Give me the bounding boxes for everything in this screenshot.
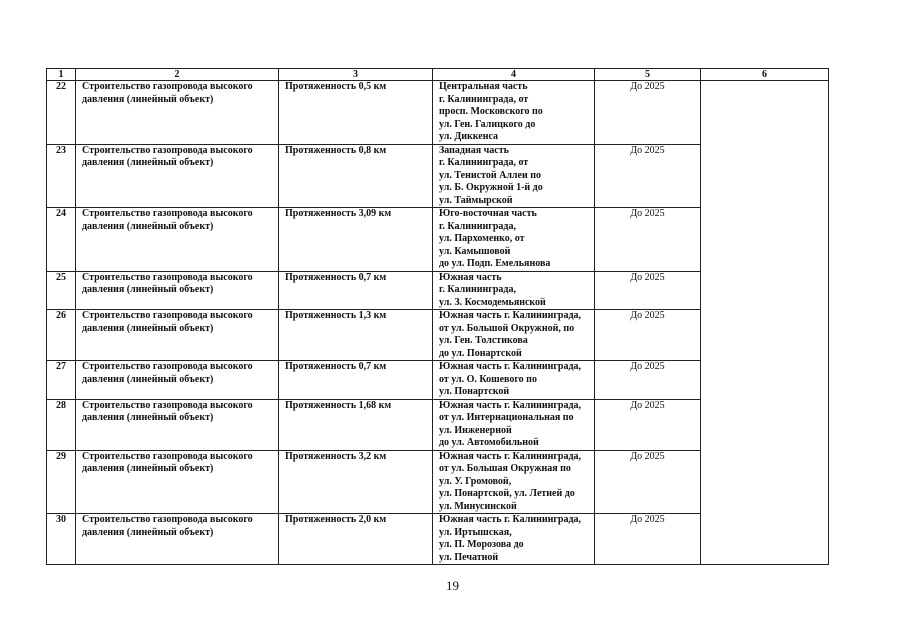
parameters-line: Протяженность 0,5 км: [285, 81, 387, 92]
table-row: [47, 450, 829, 514]
location-line: ул. Б. Окружной 1-й до: [439, 182, 543, 193]
row-number-cell: 22: [47, 81, 76, 145]
table-row: [47, 271, 829, 310]
location-line: ул. Минусинской: [439, 500, 517, 512]
object-name-cell: [76, 81, 279, 145]
note-cell: [701, 361, 829, 400]
deadline-cell: До 2025: [595, 271, 701, 310]
location-line: от ул. Большой Окружной, по: [439, 322, 575, 334]
location-line: г. Калининграда,: [439, 284, 516, 295]
location-line: ул. Ген. Толстикова: [439, 335, 528, 346]
parameters-cell: [279, 361, 433, 400]
object-name-line: давления (линейный объект): [82, 412, 214, 423]
location-line: ул. Камышовой: [439, 245, 511, 257]
table-row: [47, 208, 829, 272]
note-cell: [701, 271, 829, 310]
location-line: Южная часть г. Калининграда,: [439, 514, 582, 525]
parameters-cell: [279, 208, 433, 272]
location-line: Западная часть: [439, 144, 509, 156]
table-row: [47, 144, 829, 208]
location-line: ул. Инженерной: [439, 424, 512, 436]
location-cell: [433, 310, 595, 361]
object-name-line: Строительство газопровода высокого: [82, 399, 253, 411]
location-line: Юго-восточная часть: [439, 208, 537, 219]
deadline-cell: До 2025: [595, 450, 701, 514]
deadline-cell: До 2025: [595, 144, 701, 208]
parameters-line: Протяженность 0,8 км: [285, 144, 387, 156]
column-header-6: 6: [701, 69, 829, 81]
object-name-line: давления (линейный объект): [82, 526, 214, 538]
deadline-cell: До 2025: [595, 81, 701, 145]
location-line: ул. Таймырской: [439, 194, 513, 206]
object-name-cell: [76, 208, 279, 272]
object-name-line: Строительство газопровода высокого: [82, 208, 253, 219]
location-line: ул. Пархоменко, от: [439, 233, 525, 244]
location-line: ул. П. Морозова до: [439, 539, 524, 550]
column-number-row: [47, 69, 829, 81]
location-cell: [433, 399, 595, 450]
deadline-cell: До 2025: [595, 310, 701, 361]
parameters-cell: [279, 271, 433, 310]
object-name-line: Строительство газопровода высокого: [82, 514, 253, 525]
location-line: Южная часть г. Калининграда,: [439, 310, 582, 321]
location-line: г. Калининграда, от: [439, 157, 529, 168]
parameters-line: Протяженность 0,7 км: [285, 361, 387, 372]
location-cell: [433, 81, 595, 145]
location-line: Южная часть г. Калининграда,: [439, 399, 582, 411]
location-cell: [433, 271, 595, 310]
location-cell: [433, 361, 595, 400]
column-header-4: 4: [433, 69, 595, 81]
object-name-cell: [76, 144, 279, 208]
row-number-cell: 23: [47, 144, 76, 208]
parameters-cell: [279, 399, 433, 450]
object-name-cell: [76, 450, 279, 514]
parameters-cell: [279, 450, 433, 514]
object-name-line: Строительство газопровода высокого: [82, 361, 253, 372]
table-row: [47, 361, 829, 400]
note-cell: [701, 81, 829, 145]
row-number-cell: 24: [47, 208, 76, 272]
row-number-cell: 25: [47, 271, 76, 310]
object-name-line: давления (линейный объект): [82, 322, 214, 334]
parameters-line: Протяженность 2,0 км: [285, 514, 387, 525]
object-name-line: давления (линейный объект): [82, 220, 214, 232]
note-cell: [701, 399, 829, 450]
object-name-line: давления (линейный объект): [82, 157, 214, 168]
row-number-cell: 28: [47, 399, 76, 450]
location-line: г. Калининграда, от: [439, 93, 529, 105]
object-name-line: давления (линейный объект): [82, 463, 214, 474]
object-name-cell: [76, 310, 279, 361]
location-line: ул. Понартской, ул. Летней до: [439, 488, 575, 499]
object-name-line: давления (линейный объект): [82, 373, 214, 385]
deadline-cell: До 2025: [595, 208, 701, 272]
location-cell: [433, 514, 595, 565]
row-number-cell: 30: [47, 514, 76, 565]
parameters-line: Протяженность 1,68 км: [285, 399, 392, 411]
row-number-cell: 26: [47, 310, 76, 361]
location-cell: [433, 144, 595, 208]
column-header-2: 2: [76, 69, 279, 81]
object-name-line: Строительство газопровода высокого: [82, 81, 253, 92]
location-line: Южная часть г. Калининграда,: [439, 361, 582, 372]
object-name-line: Строительство газопровода высокого: [82, 450, 253, 462]
location-line: ул. Печатной: [439, 551, 499, 563]
parameters-cell: [279, 144, 433, 208]
note-cell: [701, 450, 829, 514]
parameters-line: Протяженность 0,7 км: [285, 271, 387, 283]
parameters-cell: [279, 514, 433, 565]
object-name-line: Строительство газопровода высокого: [82, 144, 253, 156]
parameters-line: Протяженность 3,2 км: [285, 450, 387, 462]
parameters-cell: [279, 81, 433, 145]
note-cell: [701, 208, 829, 272]
location-line: г. Калининграда,: [439, 220, 516, 232]
projects-table: [46, 68, 829, 565]
location-line: ул. У. Громовой,: [439, 475, 512, 487]
location-line: от ул. Большая Окружная по: [439, 463, 571, 474]
deadline-cell: До 2025: [595, 514, 701, 565]
location-line: ул. Ген. Галицкого до: [439, 118, 536, 130]
location-cell: [433, 450, 595, 514]
column-header-5: 5: [595, 69, 701, 81]
location-line: ул. Понартской: [439, 386, 510, 397]
object-name-cell: [76, 514, 279, 565]
column-header-1: 1: [47, 69, 76, 81]
location-line: до ул. Подп. Емельянова: [439, 258, 551, 269]
note-cell: [701, 514, 829, 565]
location-line: ул. Тенистой Аллеи по: [439, 169, 541, 181]
table-body: [47, 81, 829, 565]
object-name-line: Строительство газопровода высокого: [82, 271, 253, 283]
column-header-3: 3: [279, 69, 433, 81]
location-cell: [433, 208, 595, 272]
row-number-cell: 27: [47, 361, 76, 400]
table-row: [47, 310, 829, 361]
object-name-line: давления (линейный объект): [82, 93, 214, 105]
note-cell: [701, 144, 829, 208]
note-cell: [701, 310, 829, 361]
deadline-cell: До 2025: [595, 399, 701, 450]
location-line: ул. З. Космодемьянской: [439, 296, 546, 308]
table-row: [47, 399, 829, 450]
object-name-line: давления (линейный объект): [82, 284, 214, 295]
parameters-line: Протяженность 3,09 км: [285, 208, 392, 219]
location-line: от ул. О. Кошевого по: [439, 373, 537, 385]
row-number-cell: 29: [47, 450, 76, 514]
page-number: 19: [446, 578, 459, 593]
location-line: Центральная часть: [439, 81, 528, 92]
deadline-cell: До 2025: [595, 361, 701, 400]
location-line: до ул. Понартской: [439, 347, 522, 359]
location-line: до ул. Автомобильной: [439, 437, 539, 448]
table-row: [47, 514, 829, 565]
parameters-line: Протяженность 1,3 км: [285, 310, 387, 321]
object-name-cell: [76, 361, 279, 400]
location-line: от ул. Интернациональная по: [439, 412, 574, 423]
parameters-cell: [279, 310, 433, 361]
table-row: [47, 81, 829, 145]
location-line: Южная часть: [439, 271, 502, 283]
location-line: просп. Московского по: [439, 106, 543, 117]
object-name-cell: [76, 271, 279, 310]
object-name-line: Строительство газопровода высокого: [82, 310, 253, 321]
location-line: Южная часть г. Калининграда,: [439, 450, 582, 462]
location-line: ул. Иртышская,: [439, 526, 512, 538]
location-line: ул. Диккенса: [439, 131, 499, 142]
object-name-cell: [76, 399, 279, 450]
